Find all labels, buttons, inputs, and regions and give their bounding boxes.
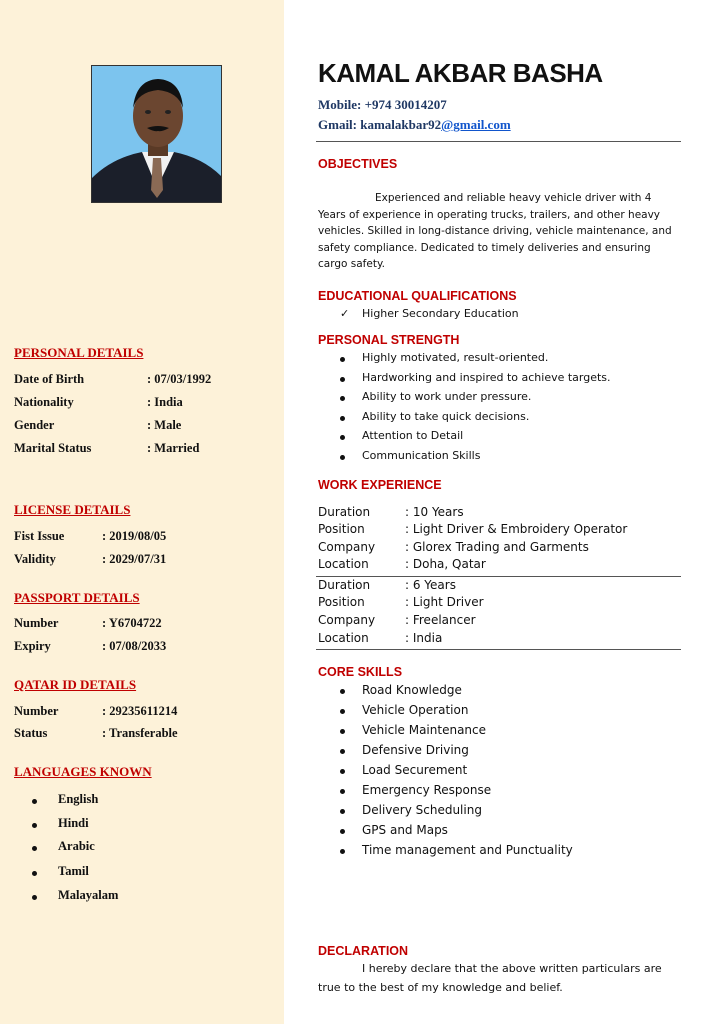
profile-photo xyxy=(91,65,222,203)
dob-row xyxy=(14,372,212,387)
passport-expiry-value: : 07/08/2033 xyxy=(102,639,167,653)
candidate-name: KAMAL AKBAR BASHA xyxy=(318,58,603,88)
marital-row xyxy=(14,441,200,456)
nationality-label: Nationality xyxy=(14,395,74,409)
job-1-location: Location : Doha, Qatar xyxy=(318,557,486,571)
job-2-location: Location : India xyxy=(318,631,443,645)
qatar-id-heading: QATAR ID DETAILS xyxy=(14,677,137,692)
job-divider xyxy=(316,576,681,577)
objectives-text: Experienced and reliable heavy vehicle driver with 4 Years of experience in operating trucks, trailers, and other heavy vehicles. Skilled in long-distance driving, vehicle maintenance, and safety compliance. Dedicated to timely deliveries and ensuring cargo safety. xyxy=(318,192,672,270)
objectives-heading: OBJECTIVES xyxy=(318,157,398,171)
bullet-icon xyxy=(340,416,345,421)
license-validity-value: : 2029/07/31 xyxy=(102,552,167,566)
gender-value: : Male xyxy=(147,418,182,432)
dob-value: : 07/03/1992 xyxy=(147,372,212,386)
bullet-icon xyxy=(340,729,345,734)
passport-expiry-label: Expiry xyxy=(14,639,51,653)
email-link[interactable]: @gmail.com xyxy=(441,117,511,132)
bullet-icon xyxy=(340,749,345,754)
job-2-company: Company : Freelancer xyxy=(318,613,476,627)
email-prefix: Gmail: kamalakbar92 xyxy=(318,117,442,132)
bullet-icon xyxy=(340,769,345,774)
job-1-company: Company : Glorex Trading and Garments xyxy=(318,540,589,554)
job-1-position: Position : Light Driver & Embroidery Operator xyxy=(318,522,628,536)
qid-number-value: : 29235611214 xyxy=(102,704,178,718)
qid-status-label: Status xyxy=(14,726,48,740)
education-item: ✓ Higher Secondary Education xyxy=(340,307,519,320)
declaration-heading: DECLARATION xyxy=(318,944,409,958)
check-icon: ✓ xyxy=(340,307,350,320)
gender-label: Gender xyxy=(14,418,55,432)
bullet-icon xyxy=(32,846,37,851)
passport-number-label: Number xyxy=(14,616,59,630)
bullet-icon xyxy=(340,709,345,714)
bullet-icon xyxy=(340,829,345,834)
person-portrait-icon xyxy=(92,66,222,203)
nationality-row xyxy=(14,395,183,410)
passport-expiry-row xyxy=(14,639,167,654)
mobile-number: Mobile: +974 30014207 xyxy=(318,97,447,112)
email-line xyxy=(318,117,511,133)
bullet-icon xyxy=(32,895,37,900)
passport-details-heading: PASSPORT DETAILS xyxy=(14,590,140,605)
bullet-icon xyxy=(32,799,37,804)
job-2-duration: Duration : 6 Years xyxy=(318,578,456,592)
bullet-icon xyxy=(340,809,345,814)
bullet-icon xyxy=(340,789,345,794)
languages-heading: LANGUAGES KNOWN xyxy=(14,764,152,779)
license-issue-value: : 2019/08/05 xyxy=(102,529,167,543)
qid-status-row xyxy=(14,726,178,741)
personal-details-heading: PERSONAL DETAILS xyxy=(14,345,144,360)
work-heading: WORK EXPERIENCE xyxy=(318,478,442,492)
license-details-heading: LICENSE DETAILS xyxy=(14,502,131,517)
header-divider xyxy=(316,141,681,142)
bullet-icon xyxy=(340,435,345,440)
license-validity-label: Validity xyxy=(14,552,56,566)
dob-label: Date of Birth xyxy=(14,372,85,386)
bullet-icon xyxy=(32,871,37,876)
skills-heading: CORE SKILLS xyxy=(318,665,403,679)
gender-row xyxy=(14,418,182,433)
bullet-icon xyxy=(340,849,345,854)
passport-number-value: : Y6704722 xyxy=(102,616,162,630)
job-1-duration: Duration : 10 Years xyxy=(318,505,464,519)
work-bottom-divider xyxy=(316,649,681,650)
qid-number-label: Number xyxy=(14,704,59,718)
strength-heading: PERSONAL STRENGTH xyxy=(318,333,460,347)
bullet-icon xyxy=(340,357,345,362)
bullet-icon xyxy=(32,823,37,828)
bullet-icon xyxy=(340,689,345,694)
bullet-icon xyxy=(340,455,345,460)
marital-value: : Married xyxy=(147,441,200,455)
qid-number-row xyxy=(14,704,178,719)
bullet-icon xyxy=(340,377,345,382)
qid-status-value: : Transferable xyxy=(102,726,178,740)
passport-number-row xyxy=(14,616,162,631)
license-issue-row xyxy=(14,529,167,544)
license-issue-label: Fist Issue xyxy=(14,529,65,543)
marital-label: Marital Status xyxy=(14,441,92,455)
license-validity-row xyxy=(14,552,167,567)
nationality-value: : India xyxy=(147,395,183,409)
job-2-position: Position : Light Driver xyxy=(318,595,484,609)
education-heading: EDUCATIONAL QUALIFICATIONS xyxy=(318,289,517,303)
declaration-text: I hereby declare that the above written particulars are true to the best of my knowledge and belief. xyxy=(318,962,662,994)
bullet-icon xyxy=(340,396,345,401)
